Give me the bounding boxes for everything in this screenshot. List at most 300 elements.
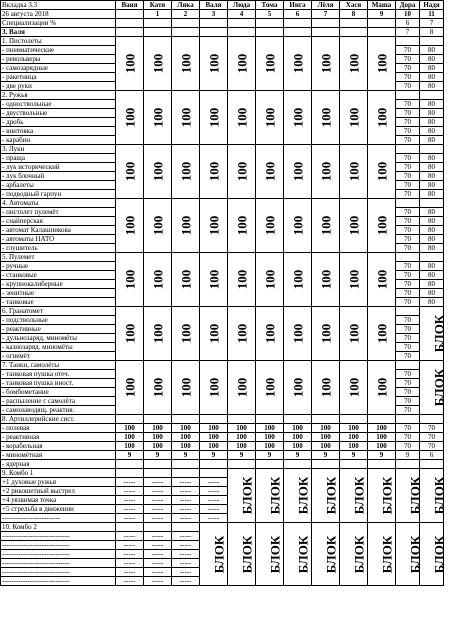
pct-nadya[interactable]: 80: [420, 172, 444, 181]
item-label[interactable]: - автомат Калашникова: [1, 226, 116, 235]
empty-cell[interactable]: [144, 19, 172, 28]
column-number-11[interactable]: 11: [420, 10, 444, 19]
artillery-value[interactable]: 100: [200, 433, 228, 442]
artillery-value[interactable]: 100: [228, 442, 256, 451]
dash-cell[interactable]: -----: [144, 550, 172, 559]
skill-100-cell[interactable]: [228, 307, 256, 361]
skill-100-cell[interactable]: [200, 91, 228, 145]
skill-100-cell[interactable]: [284, 307, 312, 361]
skill-100-cell[interactable]: [116, 307, 144, 361]
artillery-value[interactable]: 100: [340, 442, 368, 451]
pct-nadya[interactable]: 80: [420, 64, 444, 73]
empty-cell[interactable]: [172, 415, 200, 424]
skill-100-cell[interactable]: [144, 307, 172, 361]
empty-cell[interactable]: [396, 307, 420, 316]
empty-cell[interactable]: [200, 415, 228, 424]
section-title[interactable]: 8. Артиллерийские сист.: [1, 415, 116, 424]
item-label[interactable]: - танковая пушка отеч.: [1, 370, 116, 379]
item-label[interactable]: - одноствольные: [1, 100, 116, 109]
column-name-10[interactable]: Дора: [396, 1, 420, 10]
skill-100-cell[interactable]: [228, 199, 256, 253]
empty-cell[interactable]: [340, 19, 368, 28]
skill-100-cell[interactable]: [368, 253, 396, 307]
empty-cell[interactable]: [200, 28, 228, 37]
skill-100-cell[interactable]: [256, 361, 284, 415]
skill-100-cell[interactable]: [200, 307, 228, 361]
skill-100-cell[interactable]: [200, 199, 228, 253]
column-number-10[interactable]: 10: [396, 10, 420, 19]
item-label[interactable]: - казнозаряд. миномёты: [1, 343, 116, 352]
pct-dora[interactable]: 70: [396, 316, 420, 325]
artillery-value[interactable]: 100: [144, 424, 172, 433]
artillery-dora[interactable]: 9: [396, 451, 420, 460]
column-name-3[interactable]: Валя: [200, 1, 228, 10]
dash-cell[interactable]: -----: [116, 487, 144, 496]
pct-dora[interactable]: 70: [396, 226, 420, 235]
artillery-value[interactable]: 9: [256, 451, 284, 460]
empty-cell[interactable]: [396, 253, 420, 262]
item-label[interactable]: -----------------------------: [1, 568, 116, 577]
artillery-value[interactable]: 100: [116, 433, 144, 442]
block-cell[interactable]: [200, 523, 228, 586]
item-label[interactable]: - дробь: [1, 118, 116, 127]
section-title[interactable]: 1. Пистолеты: [1, 37, 116, 46]
pct-nadya[interactable]: 80: [420, 100, 444, 109]
skill-100-cell[interactable]: [284, 361, 312, 415]
block-cell[interactable]: [368, 523, 396, 586]
artillery-value[interactable]: 100: [116, 424, 144, 433]
artillery-dora[interactable]: 70: [396, 424, 420, 433]
artillery-value[interactable]: 9: [172, 451, 200, 460]
empty-cell[interactable]: [368, 415, 396, 424]
pct-dora[interactable]: 70: [396, 370, 420, 379]
column-name-2[interactable]: Ляка: [172, 1, 200, 10]
artillery-value[interactable]: [340, 460, 368, 469]
skill-100-cell[interactable]: [144, 145, 172, 199]
skill-100-cell[interactable]: [144, 37, 172, 91]
pct-dora[interactable]: 70: [396, 46, 420, 55]
skill-100-cell[interactable]: [228, 253, 256, 307]
pct-dora[interactable]: 70: [396, 235, 420, 244]
dash-cell[interactable]: -----: [144, 559, 172, 568]
artillery-value[interactable]: 9: [200, 451, 228, 460]
skill-100-cell[interactable]: [312, 253, 340, 307]
skill-100-cell[interactable]: [256, 145, 284, 199]
pct-dora[interactable]: 70: [396, 82, 420, 91]
artillery-nadya[interactable]: 70: [420, 424, 444, 433]
section-title[interactable]: 6. Гранатомет: [1, 307, 116, 316]
skill-100-cell[interactable]: [200, 253, 228, 307]
empty-cell[interactable]: [396, 361, 420, 370]
pct-nadya[interactable]: 80: [420, 271, 444, 280]
skill-100-cell[interactable]: [340, 361, 368, 415]
empty-cell[interactable]: [228, 28, 256, 37]
skill-100-cell[interactable]: [172, 145, 200, 199]
dash-cell[interactable]: -----: [144, 505, 172, 514]
item-label[interactable]: - танковая пушка иност.: [1, 379, 116, 388]
artillery-value[interactable]: 100: [368, 424, 396, 433]
empty-cell[interactable]: [420, 199, 444, 208]
skill-100-cell[interactable]: [172, 361, 200, 415]
skill-100-cell[interactable]: [312, 199, 340, 253]
dash-cell[interactable]: -----: [116, 478, 144, 487]
item-label[interactable]: - лук исторический: [1, 163, 116, 172]
artillery-value[interactable]: 9: [312, 451, 340, 460]
column-name-1[interactable]: Катя: [144, 1, 172, 10]
skill-100-cell[interactable]: [228, 361, 256, 415]
empty-cell[interactable]: [420, 37, 444, 46]
empty-cell[interactable]: [116, 415, 144, 424]
pct-dora[interactable]: 70: [396, 73, 420, 82]
artillery-value[interactable]: 100: [340, 433, 368, 442]
skill-100-cell[interactable]: [256, 91, 284, 145]
item-label[interactable]: - ракетница: [1, 73, 116, 82]
skill-100-cell[interactable]: [284, 199, 312, 253]
skill-100-cell[interactable]: [340, 253, 368, 307]
skill-100-cell[interactable]: [172, 37, 200, 91]
pct-dora[interactable]: 70: [396, 325, 420, 334]
skill-100-cell[interactable]: [284, 91, 312, 145]
item-label[interactable]: - пистолет пулемёт: [1, 208, 116, 217]
skill-100-cell[interactable]: [144, 361, 172, 415]
skill-100-cell[interactable]: [340, 145, 368, 199]
pct-dora[interactable]: 70: [396, 136, 420, 145]
skill-100-cell[interactable]: [312, 145, 340, 199]
pct-dora[interactable]: 70: [396, 262, 420, 271]
dash-cell[interactable]: -----: [116, 550, 144, 559]
pct-dora[interactable]: 70: [396, 109, 420, 118]
item-label[interactable]: - распыление с самолёта: [1, 397, 116, 406]
section-title[interactable]: 10. Комбо 2: [1, 523, 116, 532]
skill-100-cell[interactable]: [172, 199, 200, 253]
pct-nadya[interactable]: 80: [420, 235, 444, 244]
skill-100-cell[interactable]: [368, 91, 396, 145]
empty-cell[interactable]: [368, 28, 396, 37]
dash-cell[interactable]: -----: [172, 550, 200, 559]
dash-cell[interactable]: -----: [116, 505, 144, 514]
pct-dora[interactable]: 70: [396, 334, 420, 343]
dash-cell[interactable]: -----: [200, 487, 228, 496]
item-label[interactable]: - ручные: [1, 262, 116, 271]
column-number-5[interactable]: 5: [256, 10, 284, 19]
empty-cell[interactable]: [340, 415, 368, 424]
item-label[interactable]: - полевая: [1, 424, 116, 433]
pct-nadya[interactable]: 80: [420, 163, 444, 172]
item-label[interactable]: - миномётная: [1, 451, 116, 460]
pct-dora[interactable]: 70: [396, 352, 420, 361]
empty-cell[interactable]: [420, 415, 444, 424]
empty-cell[interactable]: [256, 28, 284, 37]
artillery-dora[interactable]: [396, 460, 420, 469]
dash-cell[interactable]: -----: [200, 478, 228, 487]
block-cell[interactable]: [312, 469, 340, 523]
pct-nadya[interactable]: 80: [420, 154, 444, 163]
block-cell[interactable]: [420, 523, 447, 586]
pct-dora[interactable]: 70: [396, 388, 420, 397]
pct-nadya[interactable]: 80: [420, 280, 444, 289]
artillery-dora[interactable]: 70: [396, 433, 420, 442]
artillery-dora[interactable]: 70: [396, 442, 420, 451]
block-cell[interactable]: [228, 469, 256, 523]
skill-100-cell[interactable]: [116, 199, 144, 253]
block-cell[interactable]: [256, 469, 284, 523]
artillery-nadya[interactable]: 6: [420, 451, 444, 460]
section-valya[interactable]: 3. Валя: [1, 28, 116, 37]
column-number-7[interactable]: 7: [312, 10, 340, 19]
artillery-value[interactable]: 9: [116, 451, 144, 460]
pct-nadya[interactable]: 80: [420, 73, 444, 82]
column-number-6[interactable]: 6: [284, 10, 312, 19]
artillery-value[interactable]: 100: [228, 424, 256, 433]
item-label[interactable]: - пневматические: [1, 46, 116, 55]
pct-nadya[interactable]: 80: [420, 217, 444, 226]
column-name-7[interactable]: Лёля: [312, 1, 340, 10]
dash-cell[interactable]: -----: [172, 514, 200, 523]
skill-100-cell[interactable]: [256, 199, 284, 253]
artillery-value[interactable]: 100: [228, 433, 256, 442]
artillery-value[interactable]: 100: [172, 433, 200, 442]
skill-100-cell[interactable]: [200, 37, 228, 91]
skill-100-cell[interactable]: [256, 37, 284, 91]
skill-100-cell[interactable]: [144, 253, 172, 307]
dash-cell[interactable]: -----: [116, 559, 144, 568]
skill-100-cell[interactable]: [340, 199, 368, 253]
block-cell[interactable]: [256, 523, 284, 586]
artillery-value[interactable]: 100: [312, 433, 340, 442]
empty-cell[interactable]: [116, 28, 144, 37]
empty-cell[interactable]: [284, 415, 312, 424]
item-label[interactable]: - автоматы НАТО: [1, 235, 116, 244]
pct-dora[interactable]: 70: [396, 55, 420, 64]
pct-dora[interactable]: 70: [396, 217, 420, 226]
column-number-9[interactable]: 9: [368, 10, 396, 19]
pct-nadya[interactable]: 80: [420, 82, 444, 91]
empty-cell[interactable]: [420, 253, 444, 262]
artillery-value[interactable]: 9: [144, 451, 172, 460]
pct-dora[interactable]: 70: [396, 280, 420, 289]
dash-cell[interactable]: -----: [144, 496, 172, 505]
artillery-value[interactable]: 100: [200, 442, 228, 451]
dash-cell[interactable]: -----: [116, 541, 144, 550]
empty-cell[interactable]: [396, 415, 420, 424]
empty-cell[interactable]: [396, 145, 420, 154]
artillery-value[interactable]: 100: [144, 433, 172, 442]
skill-100-cell[interactable]: [340, 91, 368, 145]
artillery-nadya[interactable]: 70: [420, 442, 444, 451]
item-label[interactable]: - ядерная: [1, 460, 116, 469]
empty-cell[interactable]: [228, 19, 256, 28]
skill-100-cell[interactable]: [116, 91, 144, 145]
block-cell[interactable]: [312, 523, 340, 586]
item-label[interactable]: +1 духовые ружья: [1, 478, 116, 487]
item-label[interactable]: -----------------------------: [1, 541, 116, 550]
artillery-value[interactable]: 100: [368, 433, 396, 442]
empty-cell[interactable]: [172, 523, 200, 532]
dash-cell[interactable]: -----: [144, 577, 172, 586]
skill-100-cell[interactable]: [228, 145, 256, 199]
skill-100-cell[interactable]: [312, 37, 340, 91]
dash-cell[interactable]: -----: [172, 568, 200, 577]
skill-100-cell[interactable]: [368, 361, 396, 415]
artillery-value[interactable]: [172, 460, 200, 469]
skill-100-cell[interactable]: [340, 307, 368, 361]
pct-nadya[interactable]: 80: [420, 46, 444, 55]
section-title[interactable]: 5. Пулемет: [1, 253, 116, 262]
item-label[interactable]: - огнемёт: [1, 352, 116, 361]
column-number-4[interactable]: 4: [228, 10, 256, 19]
spec-label[interactable]: Специализации %: [1, 19, 116, 28]
artillery-nadya[interactable]: [420, 460, 444, 469]
artillery-value[interactable]: 100: [284, 433, 312, 442]
pct-nadya[interactable]: 80: [420, 289, 444, 298]
empty-cell[interactable]: [116, 469, 144, 478]
dash-cell[interactable]: -----: [116, 532, 144, 541]
artillery-value[interactable]: 9: [340, 451, 368, 460]
block-cell[interactable]: [340, 523, 368, 586]
item-label[interactable]: - праща: [1, 154, 116, 163]
item-label[interactable]: +2 рикошетный выстрел: [1, 487, 116, 496]
sheet-title[interactable]: Вкладка 3.3: [1, 1, 116, 10]
artillery-value[interactable]: 100: [256, 433, 284, 442]
item-label[interactable]: - дульнозаряд. миномёты: [1, 334, 116, 343]
item-label[interactable]: - станковые: [1, 271, 116, 280]
pct-nadya[interactable]: 80: [420, 136, 444, 145]
empty-cell[interactable]: [396, 199, 420, 208]
pct-nadya[interactable]: 80: [420, 298, 444, 307]
artillery-value[interactable]: 9: [368, 451, 396, 460]
section-title[interactable]: 4. Автоматы: [1, 199, 116, 208]
pct-dora[interactable]: 70: [396, 127, 420, 136]
dash-cell[interactable]: -----: [200, 514, 228, 523]
dash-cell[interactable]: -----: [116, 496, 144, 505]
empty-cell[interactable]: [340, 28, 368, 37]
empty-cell[interactable]: [172, 469, 200, 478]
dash-cell[interactable]: -----: [172, 559, 200, 568]
artillery-value[interactable]: [284, 460, 312, 469]
pct-nadya[interactable]: 80: [420, 208, 444, 217]
pct-nadya[interactable]: 80: [420, 181, 444, 190]
dash-cell[interactable]: -----: [172, 541, 200, 550]
empty-cell[interactable]: [228, 415, 256, 424]
valya-dora[interactable]: 7: [396, 28, 420, 37]
pct-dora[interactable]: 70: [396, 271, 420, 280]
spec-dora[interactable]: 6: [396, 19, 420, 28]
skill-100-cell[interactable]: [116, 361, 144, 415]
skill-100-cell[interactable]: [172, 253, 200, 307]
skill-100-cell[interactable]: [340, 37, 368, 91]
empty-cell[interactable]: [284, 28, 312, 37]
pct-dora[interactable]: 70: [396, 379, 420, 388]
artillery-value[interactable]: 100: [144, 442, 172, 451]
empty-cell[interactable]: [144, 523, 172, 532]
empty-cell[interactable]: [420, 91, 444, 100]
pct-dora[interactable]: 70: [396, 298, 420, 307]
empty-cell[interactable]: [312, 19, 340, 28]
skill-100-cell[interactable]: [228, 37, 256, 91]
empty-cell[interactable]: [396, 91, 420, 100]
artillery-value[interactable]: 100: [312, 424, 340, 433]
spec-nadya[interactable]: 7: [420, 19, 444, 28]
skill-100-cell[interactable]: [144, 199, 172, 253]
pct-nadya[interactable]: 80: [420, 226, 444, 235]
dash-cell[interactable]: -----: [200, 505, 228, 514]
dash-cell[interactable]: -----: [116, 568, 144, 577]
pct-dora[interactable]: 70: [396, 208, 420, 217]
empty-cell[interactable]: [172, 19, 200, 28]
dash-cell[interactable]: -----: [172, 577, 200, 586]
artillery-value[interactable]: 100: [256, 442, 284, 451]
dash-cell[interactable]: -----: [144, 532, 172, 541]
pct-dora[interactable]: 70: [396, 181, 420, 190]
skill-100-cell[interactable]: [256, 253, 284, 307]
empty-cell[interactable]: [368, 19, 396, 28]
skill-100-cell[interactable]: [284, 253, 312, 307]
skill-100-cell[interactable]: [368, 145, 396, 199]
dash-cell[interactable]: -----: [116, 514, 144, 523]
artillery-nadya[interactable]: 70: [420, 433, 444, 442]
pct-nadya[interactable]: 80: [420, 55, 444, 64]
artillery-value[interactable]: 100: [284, 424, 312, 433]
item-label[interactable]: - карабин: [1, 136, 116, 145]
empty-cell[interactable]: [420, 145, 444, 154]
pct-dora[interactable]: 70: [396, 154, 420, 163]
skill-100-cell[interactable]: [200, 361, 228, 415]
block-cell[interactable]: [284, 523, 312, 586]
block-cell[interactable]: [396, 469, 423, 523]
pct-dora[interactable]: 70: [396, 100, 420, 109]
pct-nadya[interactable]: 80: [420, 244, 444, 253]
item-label[interactable]: - лук блочный: [1, 172, 116, 181]
block-cell[interactable]: [368, 469, 396, 523]
artillery-value[interactable]: [368, 460, 396, 469]
block-cell[interactable]: [340, 469, 368, 523]
sheet-date[interactable]: 26 августа 2018: [1, 10, 116, 19]
skill-100-cell[interactable]: [312, 361, 340, 415]
section-title[interactable]: 3. Луки: [1, 145, 116, 154]
artillery-value[interactable]: 100: [256, 424, 284, 433]
item-label[interactable]: - подводный гарпун: [1, 190, 116, 199]
section-title[interactable]: 9. Комбо 1: [1, 469, 116, 478]
block-cell[interactable]: [228, 523, 256, 586]
column-name-11[interactable]: Надя: [420, 1, 444, 10]
item-label[interactable]: - реактивная: [1, 433, 116, 442]
empty-cell[interactable]: [200, 469, 228, 478]
dash-cell[interactable]: -----: [172, 496, 200, 505]
dash-cell[interactable]: -----: [172, 478, 200, 487]
item-label[interactable]: - арбалеты: [1, 181, 116, 190]
column-name-0[interactable]: Ваня: [116, 1, 144, 10]
skill-100-cell[interactable]: [228, 91, 256, 145]
item-label[interactable]: - глушитель: [1, 244, 116, 253]
artillery-value[interactable]: [228, 460, 256, 469]
dash-cell[interactable]: -----: [144, 514, 172, 523]
pct-dora[interactable]: 70: [396, 163, 420, 172]
dash-cell[interactable]: -----: [144, 487, 172, 496]
item-label[interactable]: - снайперская: [1, 217, 116, 226]
artillery-value[interactable]: 100: [284, 442, 312, 451]
column-number-8[interactable]: 8: [340, 10, 368, 19]
empty-cell[interactable]: [116, 523, 144, 532]
pct-nadya[interactable]: 80: [420, 262, 444, 271]
item-label[interactable]: - танковые: [1, 298, 116, 307]
artillery-value[interactable]: 9: [228, 451, 256, 460]
item-label[interactable]: - две руки: [1, 82, 116, 91]
pct-nadya[interactable]: 80: [420, 127, 444, 136]
empty-cell[interactable]: [144, 469, 172, 478]
item-label[interactable]: -----------------------------: [1, 577, 116, 586]
artillery-value[interactable]: [116, 460, 144, 469]
column-number-0[interactable]: [116, 10, 144, 19]
